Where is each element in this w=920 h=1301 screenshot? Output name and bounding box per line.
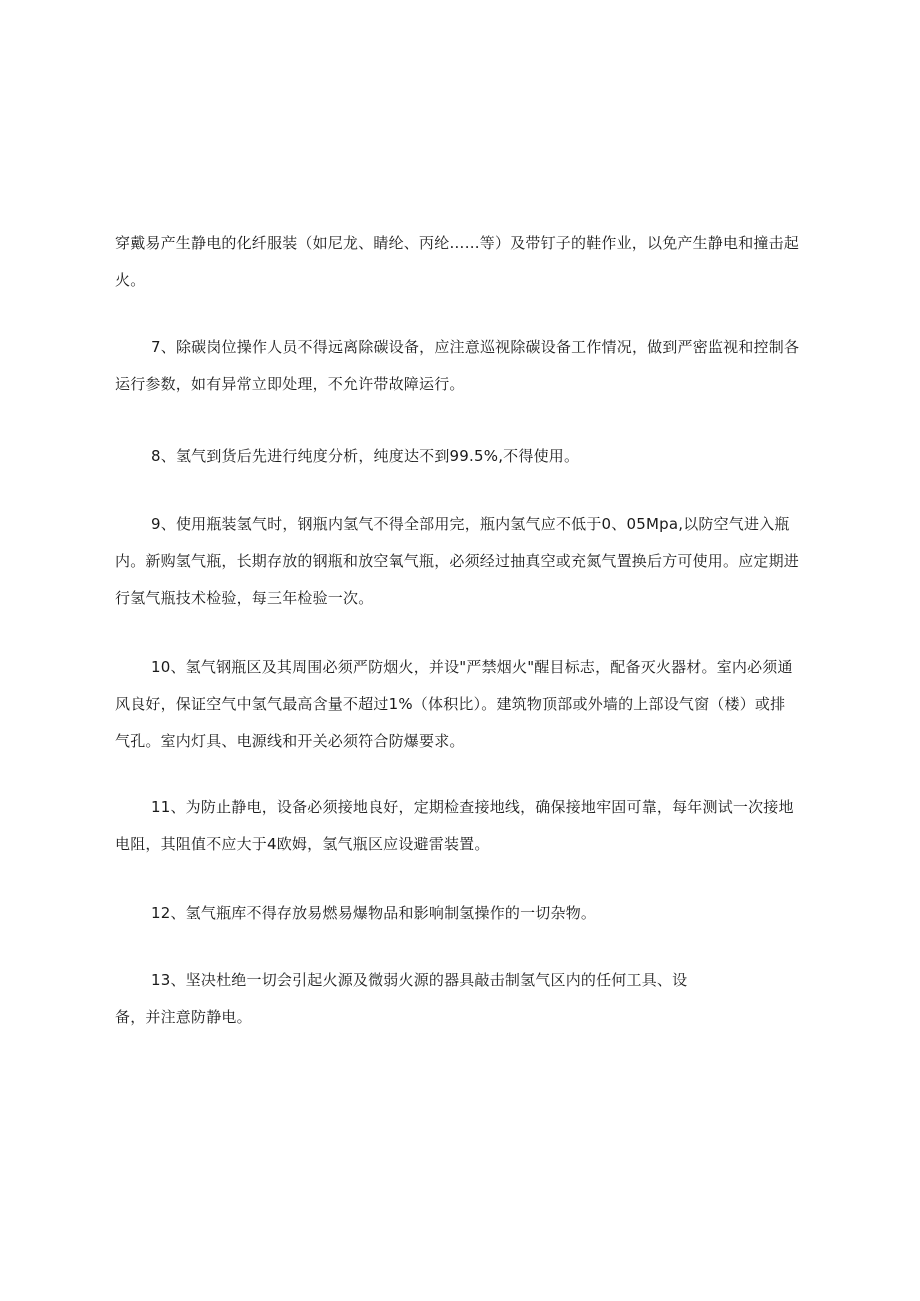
paragraph-line: 10、氢气钢瓶区及其周围必须严防烟火，并设"严禁烟火"醒目标志，配备灭火器材。室内必须通 — [151, 658, 793, 676]
paragraph-line: 气孔。室内灯具、电源线和开关必须符合防爆要求。 — [115, 732, 465, 750]
paragraph-item-7 — [115, 329, 810, 403]
paragraph-line: 电阻，其阻值不应大于4欧姆，氢气瓶区应设避雷装置。 — [115, 835, 490, 853]
paragraph-line: 8、氢气到货后先进行纯度分析，纯度达不到99.5%,不得使用。 — [151, 447, 580, 465]
paragraph-item-13 — [115, 962, 810, 1036]
paragraph-item-10 — [115, 649, 810, 760]
paragraph-item-9 — [115, 506, 810, 617]
paragraph-line: 7、除碳岗位操作人员不得远离除碳设备，应注意巡视除碳设备工作情况，做到严密监视和控制各 — [151, 338, 800, 356]
paragraph-item-8 — [115, 438, 810, 475]
paragraph-item-12 — [115, 895, 810, 932]
paragraph-line: 运行参数，如有异常立即处理，不允许带故障运行。 — [115, 375, 465, 393]
paragraph-line: 行氢气瓶技术检验，每三年检验一次。 — [115, 589, 374, 607]
paragraph-line: 火。 — [115, 271, 146, 289]
paragraph-line: 9、使用瓶装氢气时，钢瓶内氢气不得全部用完，瓶内氢气应不低于0、05Mpa,以防空气进入瓶 — [151, 515, 790, 533]
paragraph-line: 内。新购氢气瓶，长期存放的钢瓶和放空氧气瓶，必须经过抽真空或充氮气置换后方可使用。应定期进 — [115, 552, 800, 570]
paragraph-continuation — [115, 225, 810, 299]
paragraph-line: 备，并注意防静电。 — [115, 1008, 252, 1026]
paragraph-line: 12、氢气瓶库不得存放易燃易爆物品和影响制氢操作的一切杂物。 — [151, 904, 597, 922]
paragraph-item-11 — [115, 789, 810, 863]
paragraph-line: 风良好，保证空气中氢气最高含量不超过1%（体积比）。建筑物顶部或外墙的上部设气窗（楼）或排 — [115, 695, 786, 713]
paragraph-line: 穿戴易产生静电的化纤服装（如尼龙、睛纶、丙纶……等）及带钉子的鞋作业，以免产生静电和撞击起 — [115, 234, 800, 252]
paragraph-line: 13、坚决杜绝一切会引起火源及微弱火源的器具敲击制氢气区内的任何工具、设 — [151, 971, 688, 989]
paragraph-line: 11、为防止静电，设备必须接地良好，定期检查接地线，确保接地牢固可靠，每年测试一次接地 — [151, 798, 794, 816]
